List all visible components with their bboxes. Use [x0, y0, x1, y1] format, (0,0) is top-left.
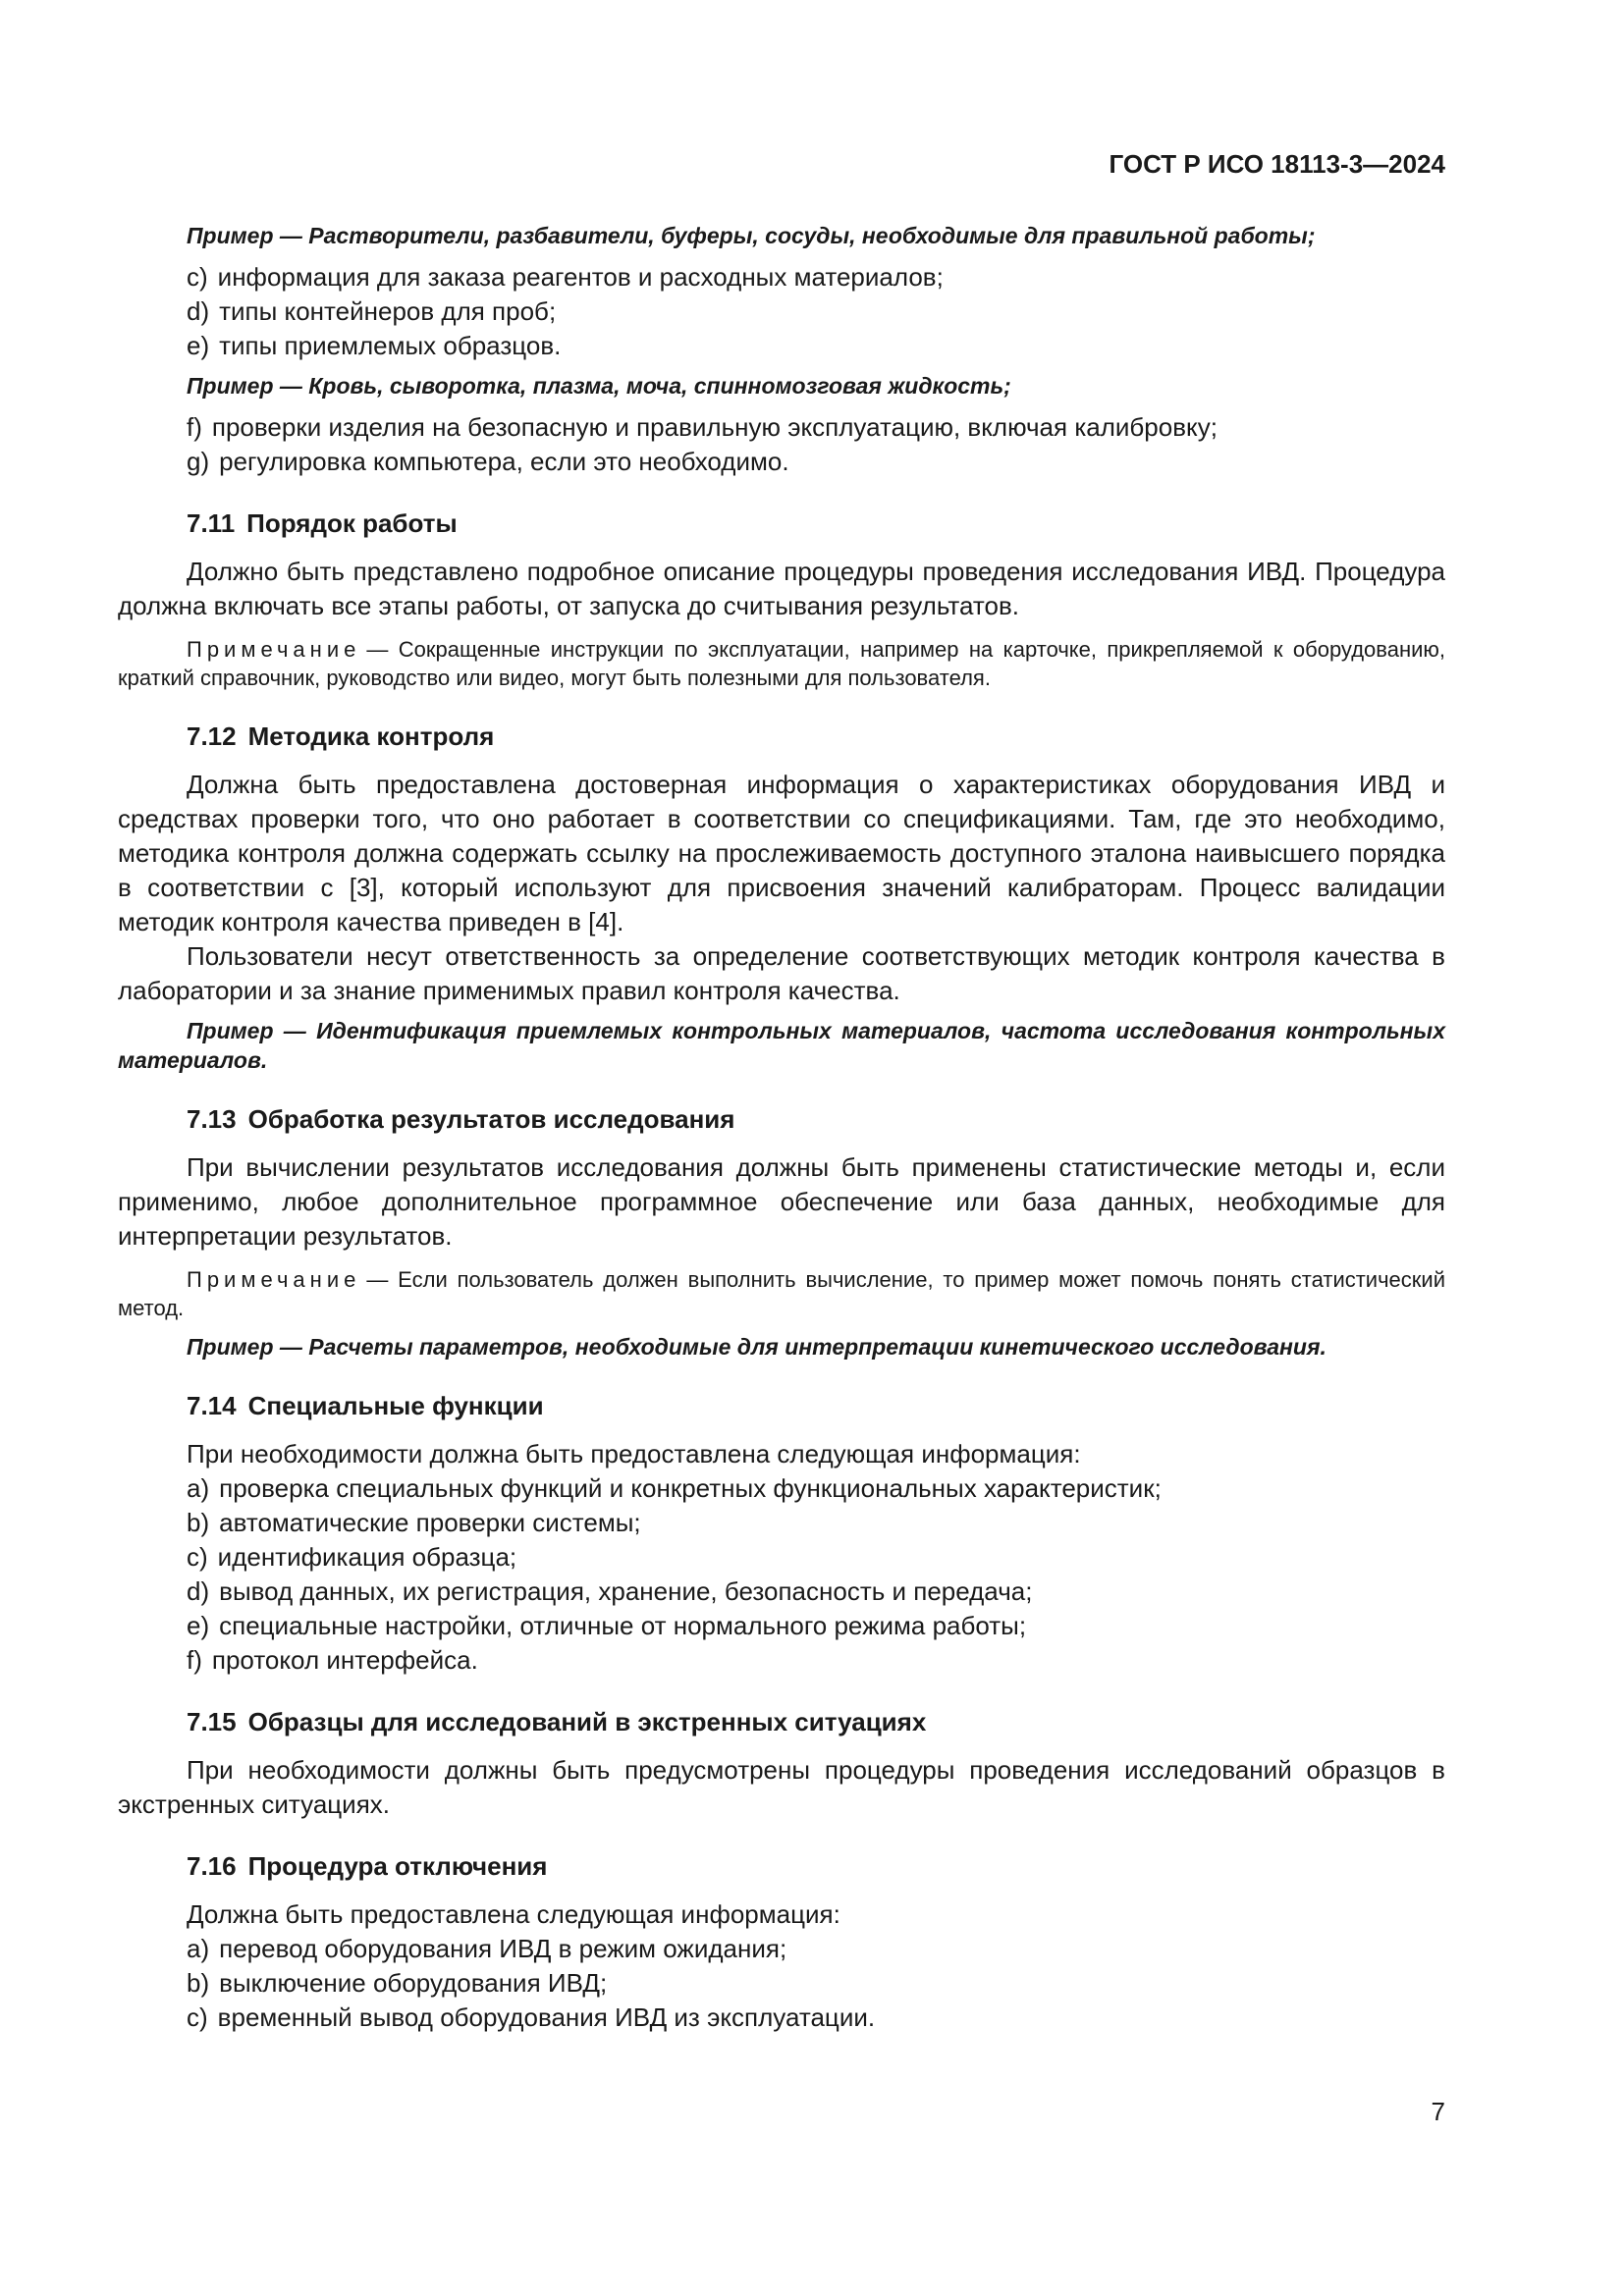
list-item: [118, 1471, 1445, 1506]
list-item: [118, 1932, 1445, 1966]
section-title: Процедура отключения: [247, 1851, 548, 1881]
list-item: [118, 1609, 1445, 1643]
note-label: Примечание: [187, 637, 361, 662]
list-item: [118, 1966, 1445, 2001]
note-7-13: [118, 1265, 1445, 1322]
list-item-text: специальные настройки, отличные от нормального режима работы;: [219, 1611, 1027, 1640]
list-item: [118, 294, 1445, 329]
list-item-text: выключение оборудования ИВД;: [219, 1968, 608, 1998]
section-heading-7-13: [118, 1102, 1445, 1137]
list-7-14: [118, 1471, 1445, 1678]
section-number: 7.14: [187, 1391, 237, 1420]
section-heading-7-11: [118, 507, 1445, 541]
example-samples: Пример — Кровь, сыворотка, плазма, моча, спинномозговая жидкость;: [187, 373, 1011, 399]
list-marker: f): [187, 412, 202, 442]
example-control-materials: Пример — Идентификация приемлемых контрольных материалов, частота исследования контрольных материалов.: [118, 1018, 1445, 1073]
page-number: 7: [1431, 2097, 1445, 2126]
section-title: Обработка результатов исследования: [247, 1104, 735, 1134]
list-item: [118, 1506, 1445, 1540]
list-marker: d): [187, 1576, 210, 1606]
section-7-14-intro: При необходимости должна быть предоставлена следующая информация:: [187, 1439, 1081, 1468]
list-item: [118, 1643, 1445, 1678]
list-item-text: проверки изделия на безопасную и правильную эксплуатацию, включая калибровку;: [211, 412, 1218, 442]
section-heading-7-16: [118, 1849, 1445, 1884]
list-marker: a): [187, 1473, 210, 1503]
list-marker: g): [187, 447, 210, 476]
list-marker: e): [187, 331, 210, 360]
section-7-12-paragraph-2: Пользователи несут ответственность за определение соответствующих методик контроля качества в лаборатории и за знание применимых правил контроля качества.: [118, 941, 1445, 1005]
example-solvents: Пример — Растворители, разбавители, буферы, сосуды, необходимые для правильной работы;: [187, 223, 1316, 248]
list-marker: e): [187, 1611, 210, 1640]
section-number: 7.13: [187, 1104, 237, 1134]
list-item-text: идентификация образца;: [217, 1542, 517, 1572]
list-item-text: протокол интерфейса.: [211, 1645, 478, 1675]
note-text: — Если пользователь должен выполнить вычисление, то пример может помочь понять статистический метод.: [118, 1267, 1445, 1320]
note-7-11: [118, 635, 1445, 692]
section-title: Методика контроля: [247, 721, 495, 751]
list-item-text: регулировка компьютера, если это необходимо.: [219, 447, 789, 476]
document-page: [118, 147, 1445, 2035]
list-2: [118, 410, 1445, 479]
section-title: Специальные функции: [247, 1391, 544, 1420]
list-item-text: временный вывод оборудования ИВД из эксплуатации.: [217, 2002, 876, 2032]
section-7-13-paragraph: При вычислении результатов исследования должны быть применены статистические методы и, если применимо, любое дополнительное программное обеспечение или база данных, необходимые для интерпретации результатов.: [118, 1152, 1445, 1251]
standard-code-header: ГОСТ Р ИСО 18113-3—2024: [1109, 149, 1445, 179]
list-marker: c): [187, 2002, 208, 2032]
list-item: [118, 445, 1445, 479]
list-1: [118, 260, 1445, 363]
list-marker: c): [187, 1542, 208, 1572]
note-text: — Сокращенные инструкции по эксплуатации, например на карточке, прикрепляемой к оборудованию, краткий справочник, руководство или видео, могут быть полезными для пользователя.: [118, 637, 1445, 690]
list-item-text: вывод данных, их регистрация, хранение, безопасность и передача;: [219, 1576, 1033, 1606]
list-marker: b): [187, 1508, 210, 1537]
section-7-15-paragraph: При необходимости должны быть предусмотрены процедуры проведения исследований образцов в экстренных ситуациях.: [118, 1755, 1445, 1819]
list-item: [118, 1540, 1445, 1575]
section-heading-7-12: [118, 720, 1445, 754]
list-item-text: перевод оборудования ИВД в режим ожидания;: [219, 1934, 787, 1963]
list-item: [118, 329, 1445, 363]
list-marker: c): [187, 262, 208, 292]
list-item-text: автоматические проверки системы;: [219, 1508, 641, 1537]
section-7-12-paragraph-1: Должна быть предоставлена достоверная информация о характеристиках оборудования ИВД и средствах проверки того, что оно работает в соответствии со спецификациями. Там, где это необходимо, методика контроля должна содержать ссылку на прослеживаемость доступного эталона наивысшего порядка в соответствии с [3], который используют для присвоения значений калибраторам. Процесс валидации методик контроля качества приведен в [4].: [118, 770, 1445, 936]
list-item-text: типы приемлемых образцов.: [219, 331, 562, 360]
list-item-text: проверка специальных функций и конкретных функциональных характеристик;: [219, 1473, 1162, 1503]
list-item: [118, 410, 1445, 445]
section-title: Образцы для исследований в экстренных ситуациях: [247, 1707, 927, 1736]
list-item: [118, 1575, 1445, 1609]
example-kinetic: Пример — Расчеты параметров, необходимые для интерпретации кинетического исследования.: [187, 1334, 1326, 1360]
list-item: [118, 260, 1445, 294]
section-7-16-intro: Должна быть предоставлена следующая информация:: [187, 1899, 840, 1929]
section-number: 7.11: [187, 508, 236, 538]
section-heading-7-14: [118, 1389, 1445, 1423]
section-number: 7.16: [187, 1851, 237, 1881]
note-label: Примечание: [187, 1267, 361, 1292]
list-marker: f): [187, 1645, 202, 1675]
list-item-text: типы контейнеров для проб;: [219, 296, 557, 326]
list-marker: a): [187, 1934, 210, 1963]
list-item: [118, 2001, 1445, 2035]
section-number: 7.15: [187, 1707, 237, 1736]
list-7-16: [118, 1932, 1445, 2035]
list-marker: b): [187, 1968, 210, 1998]
list-item-text: информация для заказа реагентов и расходных материалов;: [217, 262, 944, 292]
section-number: 7.12: [187, 721, 237, 751]
section-7-11-paragraph: Должно быть представлено подробное описание процедуры проведения исследования ИВД. Процедура должна включать все этапы работы, от запуска до считывания результатов.: [118, 557, 1445, 620]
list-marker: d): [187, 296, 210, 326]
section-heading-7-15: [118, 1705, 1445, 1739]
section-title: Порядок работы: [246, 508, 458, 538]
